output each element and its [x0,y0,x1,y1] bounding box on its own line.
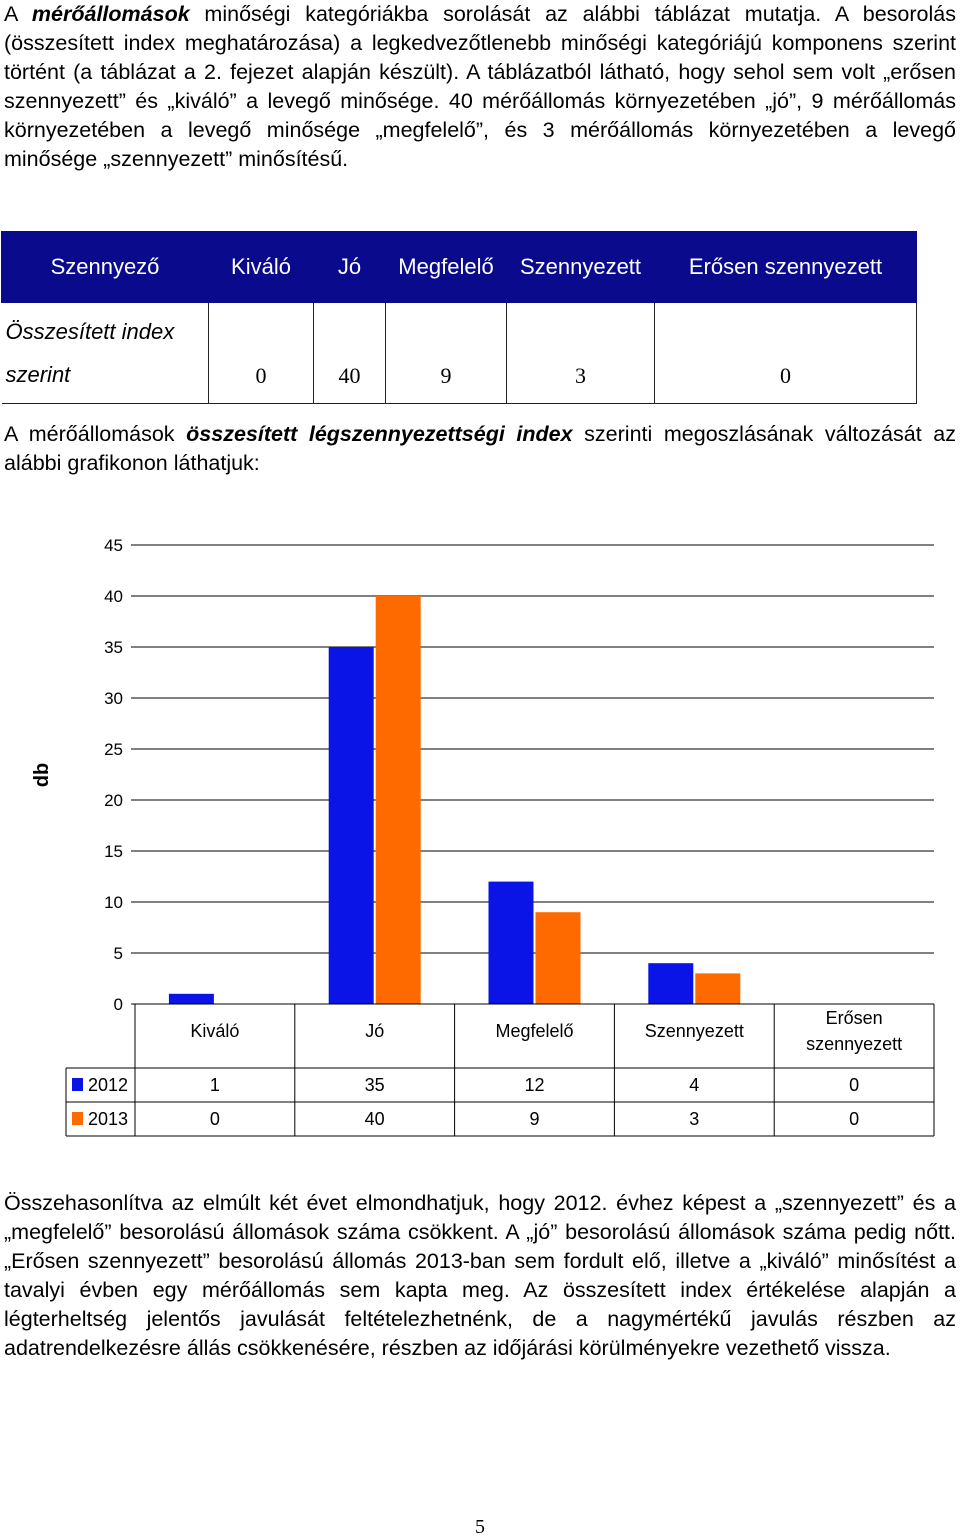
header-cell: Szennyezett [507,232,655,303]
y-tick-label: 30 [104,689,123,708]
table-header-row [2,232,917,303]
data-value: 0 [209,1109,220,1129]
category-label: Jó [365,1021,385,1041]
bar-2012 [489,882,534,1004]
table-row [2,303,917,404]
intro-paragraph: A mérőállomások minőségi kategóriákba sorolását az alábbi táblázat mutatja. A besorolás (összesített index meghatározása) a legkedvezőtlenebb minőségi kategóriájú komponens szerint történt (a táblázat a 2. fejezet alapján készült). A táblázatból látható, hogy sehol sem volt „erősen szennyezett” és „kiváló” a levegő minősége. 40 mérőállomás környezetében „jó”, 9 mérőállomás környezetében a levegő minősége „megfelelő”, és 3 mérőállomás környezetében a levegő minősége „szennyezett” minősítésű. [4,2,956,171]
legend-label: 2012 [88,1075,129,1095]
page-number: 5 [475,1516,485,1538]
category-label: Kiváló [190,1021,240,1041]
header-cell: Kiváló [209,232,314,303]
category-label: Megfelelő [495,1021,574,1041]
y-axis-label: db [31,762,53,788]
conclusion-paragraph: Összehasonlítva az elmúlt két évet elmondhatjuk, hogy 2012. évhez képest a „szennyezett” és a „megfelelő” besorolású állomások száma csökkent. A „jó” besorolású állomások száma pedig nőtt. „Erősen szennyezett” besorolású állomás 2013-ban sem fordult elő, illetve a „kiváló” minősítést a tavalyi évben egy mérőállomás sem kapta meg. Az összesített index értékelése alapján a légterheltség jelentős javulását feltételezhetnénk, de a nagymértékű javulás részben az adatrendelkezésre állás csökkenésére, részben az időjárási körülményekre vezethető vissza. [4,1191,956,1360]
data-value: 3 [689,1109,700,1129]
table-cell: 0 [209,303,314,404]
legend-label: 2013 [88,1109,129,1129]
y-tick-label: 35 [104,638,123,657]
header-cell: Megfelelő [386,232,507,303]
y-tick-label: 25 [104,740,123,759]
data-value: 9 [529,1109,540,1129]
legend-swatch [72,1112,83,1125]
table-cell: 40 [314,303,386,404]
bar-chart [0,500,960,1160]
legend-swatch [72,1078,83,1091]
bar-2012 [648,963,693,1004]
row-label: Összesített index szerint [2,303,209,404]
bar-2013 [376,596,421,1004]
data-value: 0 [849,1075,860,1095]
category-label: Erősen [825,1008,883,1028]
category-label: szennyezett [806,1034,903,1054]
y-tick-label: 10 [104,893,123,912]
data-value: 0 [849,1109,860,1129]
classification-table [1,231,917,404]
header-cell: Szennyező [2,232,209,303]
bar-2013 [695,973,740,1004]
y-tick-label: 15 [104,842,123,861]
bar-2012 [169,994,214,1004]
y-tick-label: 20 [104,791,123,810]
data-value: 35 [364,1075,385,1095]
header-cell: Jó [314,232,386,303]
bar-2013 [536,912,581,1004]
intro-emphasis: mérőállomások [31,2,190,26]
data-value: 40 [364,1109,385,1129]
intro-text: minőségi kategóriákba sorolását az alábbi táblázat mutatja. A besorolás (összesített index meghatározása) a legkedvezőtlenebb minőségi kategóriájú komponens szerint történt (a táblázat a 2. fejezet alapján készült). A táblázatból látható, hogy sehol sem volt „erősen szennyezett” és „kiváló” a levegő minősége. 40 mérőállomás környezetében „jó”, 9 mérőállomás környezetében a levegő minősége „megfelelő”, és 3 mérőállomás környezetében a levegő minősége „szennyezett” minősítésű. [4,2,956,171]
header-cell: Erősen szennyezett [655,232,917,303]
chart-intro-paragraph: A mérőállomások összesített légszennyezettségi index szerinti megoszlásának változását az alábbi grafikonon láthatjuk: [4,422,956,475]
y-tick-label: 0 [113,995,123,1014]
data-value: 12 [524,1075,545,1095]
y-tick-label: 40 [104,587,123,606]
y-tick-label: 45 [104,536,123,555]
chart-intro-emphasis: összesített légszennyezettségi index [186,422,573,446]
data-value: 1 [209,1075,220,1095]
table-cell: 0 [655,303,917,404]
y-tick-label: 5 [113,944,123,963]
data-value: 4 [689,1075,700,1095]
bar-2012 [329,647,374,1004]
table-cell: 3 [507,303,655,404]
category-label: Szennyezett [644,1021,744,1041]
table-cell: 9 [386,303,507,404]
